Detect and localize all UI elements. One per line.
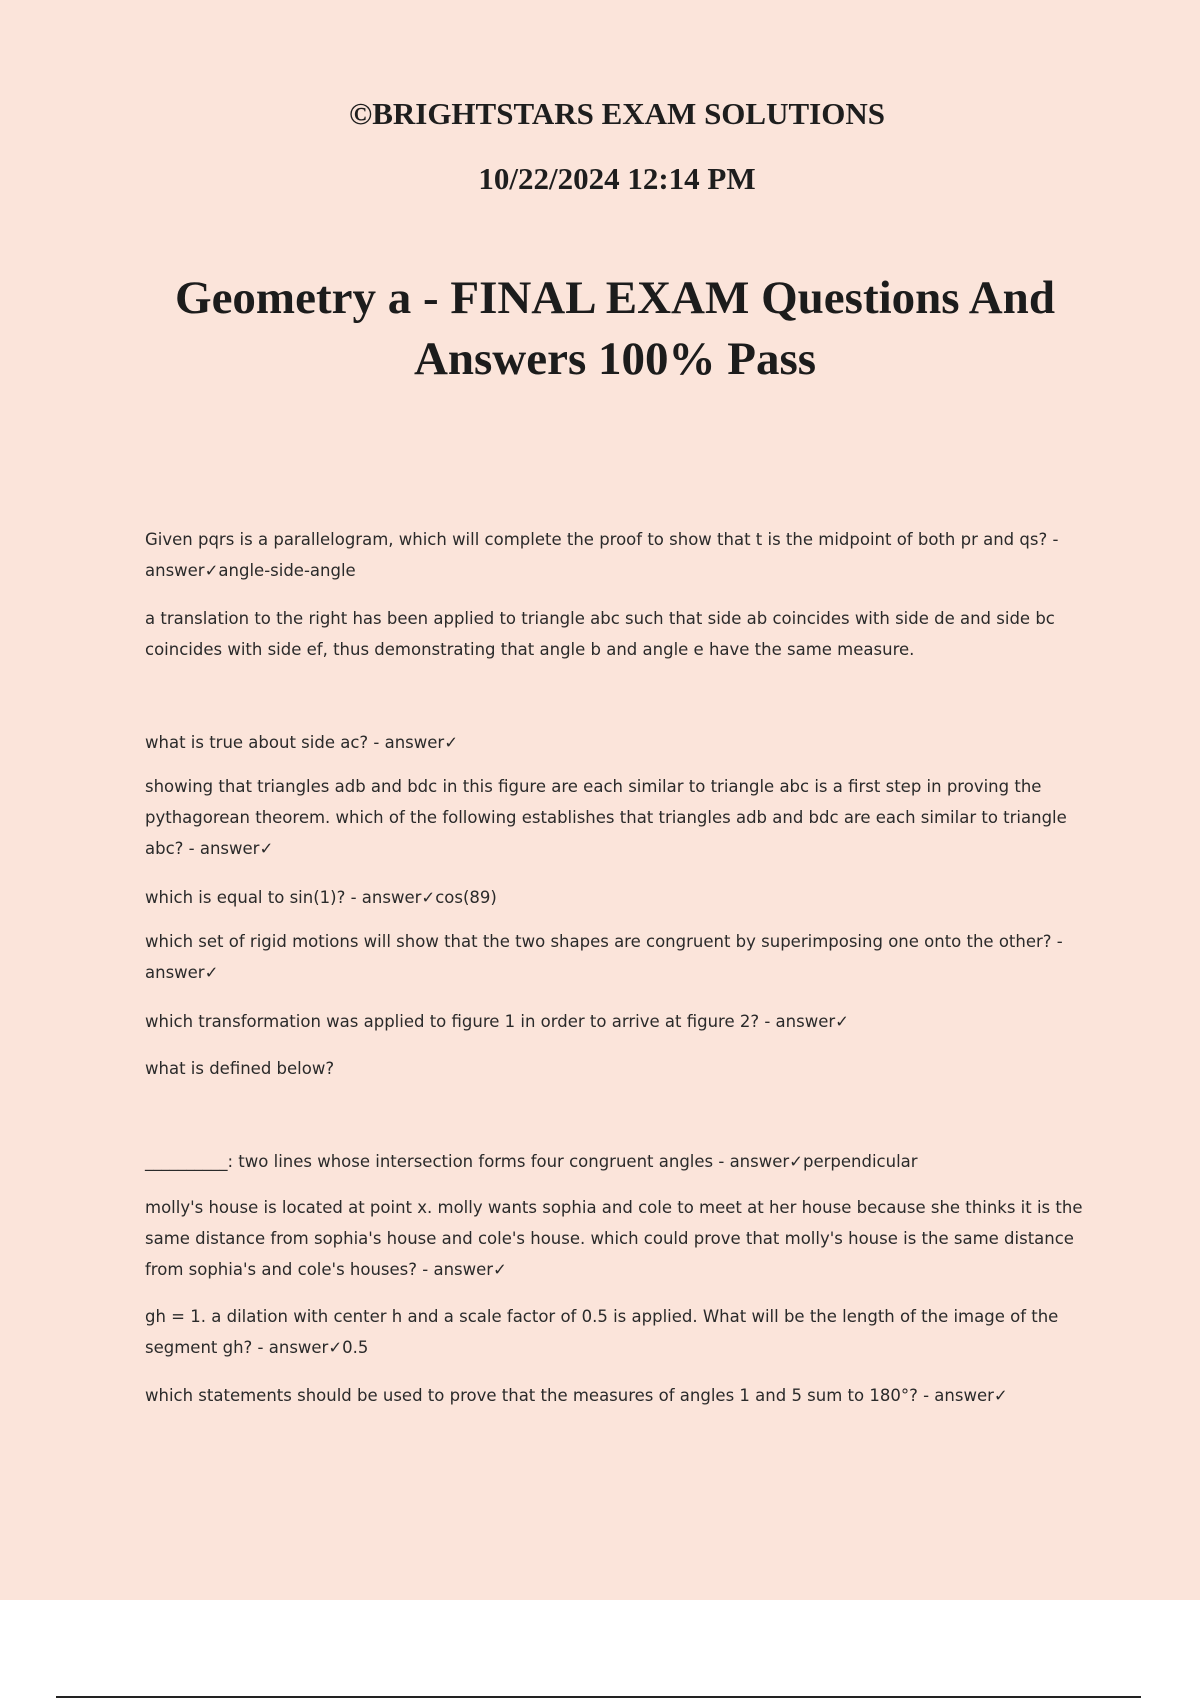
- qa-item: __________: two lines whose intersection forms four congruent angles - answer✓perpendicular: [145, 1152, 918, 1171]
- qa-item: what is true about side ac? - answer✓: [145, 733, 459, 752]
- qa-item: molly's house is located at point x. molly wants sophia and cole to meet at her house because she thinks it is the same distance from sophia's house and cole's house. which could prove that molly's house is the same distance from sophia's and cole's houses? - answer✓: [145, 1198, 1083, 1279]
- document-title: Geometry a - FINAL EXAM Questions And Answers 100% Pass: [175, 272, 1055, 385]
- footer-divider: [56, 1696, 1141, 1698]
- qa-item: which statements should be used to prove that the measures of angles 1 and 5 sum to 180°? - answer✓: [145, 1386, 1008, 1405]
- qa-item: showing that triangles adb and bdc in this figure are each similar to triangle abc is a first step in proving the pythagorean theorem. which of the following establishes that triangles adb and bdc are each similar to triangle abc? - answer✓: [145, 777, 1067, 858]
- qa-item: what is defined below?: [145, 1059, 335, 1078]
- qa-item: which set of rigid motions will show that the two shapes are congruent by superimposing one onto the other? - answer✓: [145, 932, 1063, 982]
- qa-item: a translation to the right has been applied to triangle abc such that side ab coincides with side de and side bc coincides with side ef, thus demonstrating that angle b and angle e have the same measure.: [145, 609, 1055, 659]
- document-datetime: 10/22/2024 12:14 PM: [478, 161, 756, 196]
- qa-item: which transformation was applied to figure 1 in order to arrive at figure 2? - answer✓: [145, 1012, 849, 1031]
- qa-item: Given pqrs is a parallelogram, which will complete the proof to show that t is the midpoint of both pr and qs? - answer✓angle-side-angle: [145, 530, 1059, 580]
- qa-item: gh = 1. a dilation with center h and a scale factor of 0.5 is applied. What will be the length of the image of the segment gh? - answer✓0.5: [145, 1307, 1059, 1357]
- brand-header: ©BRIGHTSTARS EXAM SOLUTIONS: [349, 96, 885, 131]
- qa-item: which is equal to sin(1)? - answer✓cos(89): [145, 888, 497, 907]
